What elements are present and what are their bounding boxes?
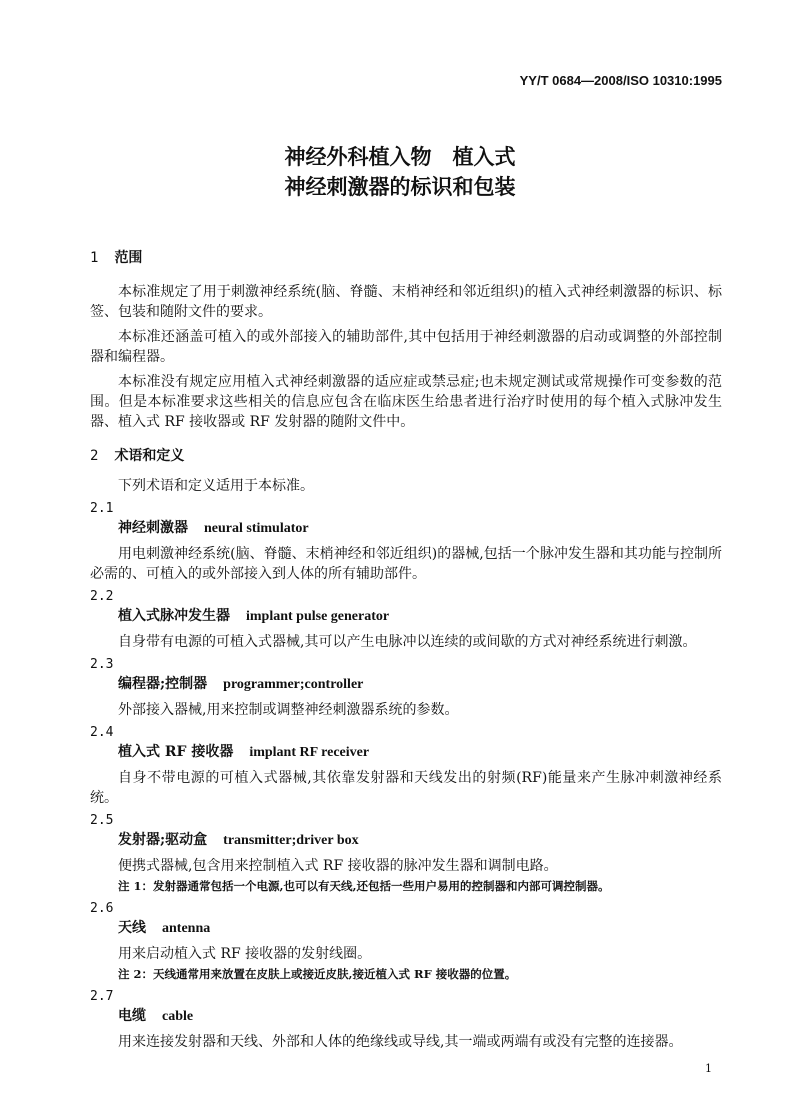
section-title: 术语和定义	[114, 448, 185, 464]
paragraph	[90, 327, 722, 367]
term-zh: 发射器;驱动盒	[118, 832, 208, 848]
clause-number: 2.7	[90, 989, 114, 1004]
definition-line: 所必需的、可植入的或外部接入到人体的所有辅助部件。	[90, 546, 722, 582]
page-number: 1	[705, 1062, 712, 1075]
note: 注 2：天线通常用来放置在皮肤上或接近皮肤,接近植入式 RF 接收器的位置。	[118, 967, 517, 981]
term-en: implant RF receiver	[249, 745, 370, 760]
clause-number: 2.4	[90, 725, 114, 740]
clause-number: 2.3	[90, 657, 114, 672]
term-heading	[90, 742, 722, 763]
term-en: cable	[162, 1009, 194, 1024]
paragraph-line: 范围。但是本标准要求这些相关的信息应包含在临床医生给患者进行治疗时使用的每个植入式脉冲发	[90, 374, 722, 410]
term-heading	[90, 830, 722, 851]
paragraph-line: 本标准规定了用于刺激神经系统(脑、脊髓、末梢神经和邻近组织)的植入式神经刺激器的标识、标	[118, 284, 722, 300]
paragraph	[90, 282, 722, 322]
clause-number: 2.6	[90, 901, 114, 916]
definition-line: 用来连接发射器和天线、外部和人体的绝缘线或导线,其一端或两端有或没有完整的连接器。	[118, 1034, 683, 1050]
term-zh: 电缆	[118, 1008, 146, 1024]
title-line-1: 神经外科植入物 植入式	[284, 145, 516, 169]
clause-number: 2.1	[90, 501, 114, 516]
section-2-heading	[90, 446, 722, 466]
paragraph	[90, 372, 722, 432]
term-heading	[90, 1006, 722, 1027]
term-heading	[90, 518, 722, 539]
note: 注 1：发射器通常包括一个电源,也可以有天线,还包括一些用户易用的控制器和内部可调控制器。	[118, 879, 610, 893]
definition-line: 用电刺激神经系统(脑、脊髓、末梢神经和邻近组织)的器械,包括一个脉冲发生器和其功能与控制	[118, 546, 708, 562]
term-zh: 编程器;控制器	[118, 676, 208, 692]
term-heading	[90, 918, 722, 939]
section-1-heading	[90, 248, 722, 268]
section-number: 2	[90, 448, 99, 464]
definition	[90, 768, 722, 808]
term-en: transmitter;driver box	[223, 833, 359, 848]
term-en: neural stimulator	[204, 521, 309, 536]
definition-line: 便携式器械,包含用来控制植入式 RF 接收器的脉冲发生器和调制电路。	[118, 858, 558, 874]
section-number: 1	[90, 250, 99, 266]
term-en: antenna	[162, 921, 211, 936]
term-heading	[90, 674, 722, 695]
definition-line: 自身不带电源的可植入式器械,其依靠发射器和天线发出的射频(RF)能量来产生脉冲刺激神经	[118, 770, 708, 786]
term-zh: 植入式脉冲发生器	[118, 608, 230, 624]
paragraph-line: 本标准没有规定应用植入式神经刺激器的适应症或禁忌症;也未规定测试或常规操作可变参数的	[118, 374, 708, 390]
definition-line: 自身带有电源的可植入式器械,其可以产生电脉冲以连续的或间歇的方式对神经系统进行刺激。	[118, 634, 697, 650]
standard-code-header: YY/T 0684—2008/ISO 10310:1995	[519, 73, 722, 88]
section-title: 范围	[114, 250, 143, 266]
term-zh: 神经刺激器	[118, 520, 188, 536]
term-zh: 天线	[118, 920, 146, 936]
title-line-2: 神经刺激器的标识和包装	[284, 175, 516, 199]
clause-number: 2.5	[90, 813, 114, 828]
paragraph-line: 本标准还涵盖可植入的或外部接入的辅助部件,其中包括用于神经刺激器的启动或调整的外部控	[118, 329, 708, 345]
definition	[90, 544, 722, 584]
paragraph-line: 制器和编程器。	[90, 329, 722, 365]
term-zh: 植入式 RF 接收器	[118, 744, 234, 760]
term-en: programmer;controller	[223, 677, 364, 692]
term-heading	[90, 606, 722, 627]
definition-line: 外部接入器械,用来控制或调整神经刺激器系统的参数。	[118, 702, 459, 718]
definition-line: 用来启动植入式 RF 接收器的发射线圈。	[118, 946, 372, 962]
clause-number: 2.2	[90, 589, 114, 604]
paragraph-line: 签、包装和随附文件的要求。	[90, 304, 272, 320]
paragraph-line: 下列术语和定义适用于本标准。	[118, 478, 314, 494]
paragraph-line: 生器、植入式 RF 接收器或 RF 发射器的随附文件中。	[90, 394, 722, 430]
definition-line: 系统。	[90, 770, 722, 806]
term-en: implant pulse generator	[246, 609, 390, 624]
